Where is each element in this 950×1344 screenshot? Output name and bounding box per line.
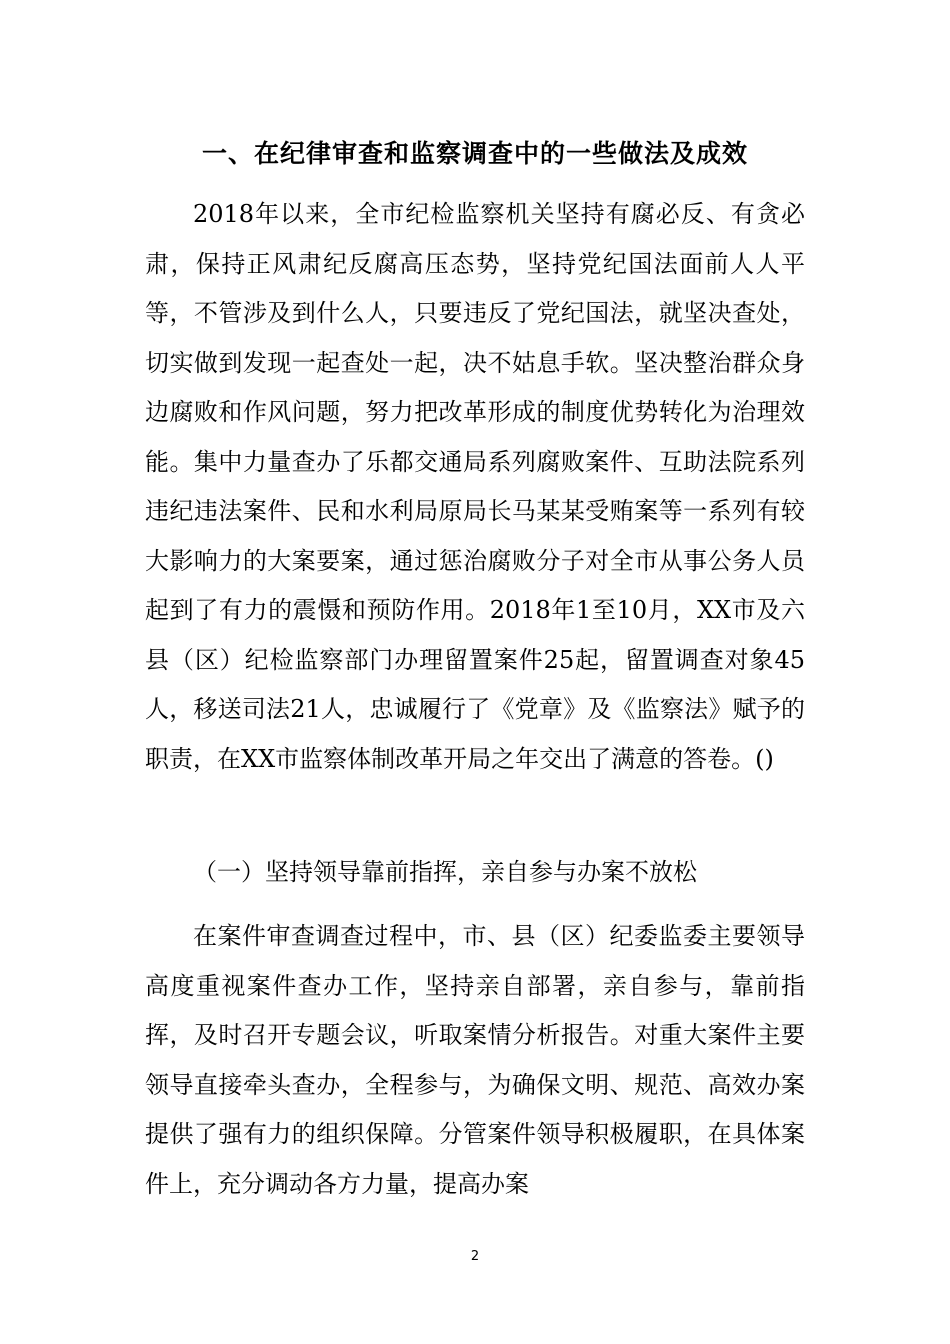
section-heading: 一、在纪律审查和监察调查中的一些做法及成效 [201, 139, 748, 168]
page-number: 2 [470, 1249, 480, 1264]
body-paragraph: 在案件审查调查过程中，市、县（区）纪委监委主要领导高度重视案件查办工作，坚持亲自部署，亲自参与，靠前指挥，及时召开专题会议，听取案情分析报告。对重大案件主要领导直接牵头查办，全程参与，为确保文明、规范、高效办案提供了强有力的组织保障。分管案件领导积极履职，在具体案件上，充分调动各方力量，提高办案 [145, 922, 805, 1198]
body-paragraph: 2018年以来，全市纪检监察机关坚持有腐必反、有贪必肃，保持正风肃纪反腐高压态势，坚持党纪国法面前人人平等，不管涉及到什么人，只要违反了党纪国法，就坚决查处，切实做到发现一起查处一起，决不姑息手软。坚决整治群众身边腐败和作风问题，努力把改革形成的制度优势转化为治理效能。集中力量查办了乐都交通局系列腐败案件、互助法院系列违纪违法案件、民和水利局原局长马某某受贿案等一系列有较大影响力的大案要案，通过惩治腐败分子对全市从事公务人员起到了有力的震慑和预防作用。2018年1至10月，XX市及六县（区）纪检监察部门办理留置案件25起，留置调查对象45人，移送司法21人，忠诚履行了《党章》及《监察法》赋予的职责，在XX市监察体制改革开局之年交出了满意的答卷。() [145, 200, 805, 773]
subsection-heading: （一）坚持领导靠前指挥，亲自参与办案不放松 [193, 858, 697, 886]
